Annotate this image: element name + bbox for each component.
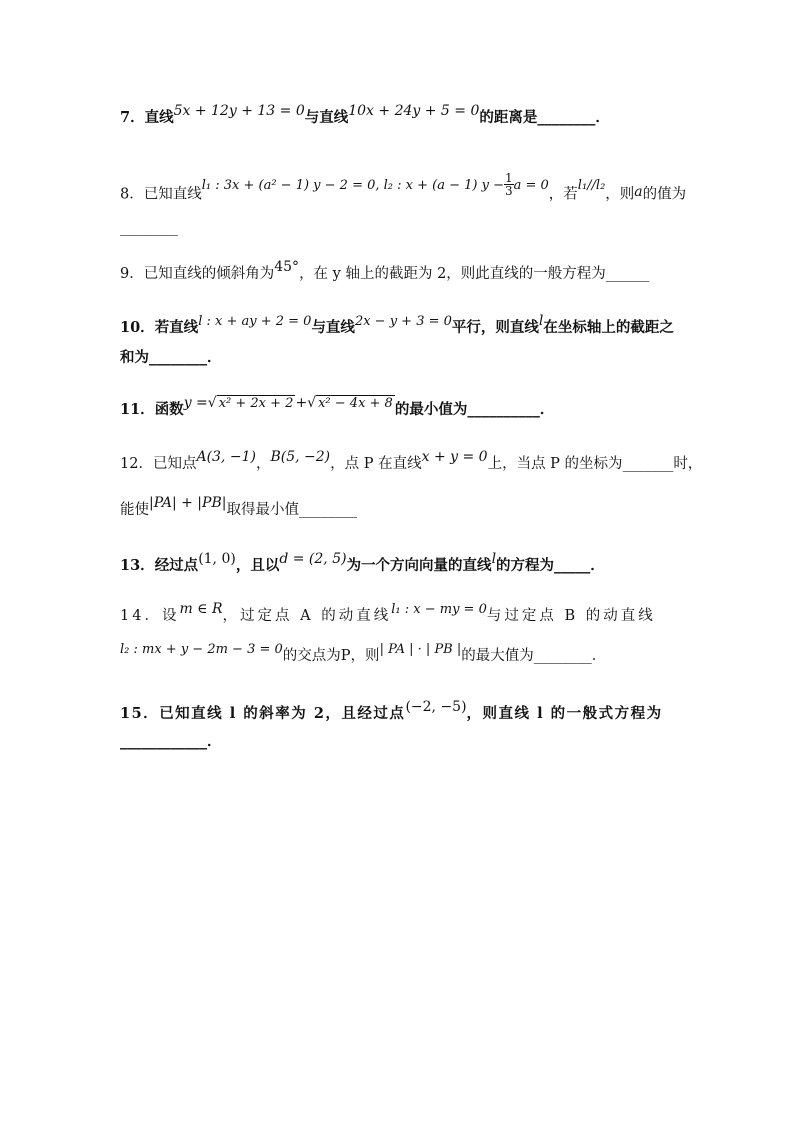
question-15-continued (120, 732, 680, 752)
question-text: ． (590, 557, 605, 574)
question-8 (120, 171, 687, 207)
question-12 (120, 449, 703, 474)
question-text: 已知直线 (143, 186, 202, 203)
question-text: ，过定点 A 的动直线 (222, 608, 392, 624)
answer-blank[interactable]: ________ (298, 502, 357, 518)
question-14 (120, 601, 680, 627)
question-number: 13． (120, 557, 155, 574)
math-operator: + (295, 395, 308, 411)
question-text: 的最小值为 (394, 401, 468, 418)
fraction-denominator: 3 (504, 184, 513, 198)
question-text: 经过点 (154, 557, 199, 574)
question-number: 14． (120, 608, 162, 624)
question-15 (120, 699, 680, 724)
math-expression: 2x − y + 3 = 0 (354, 314, 452, 329)
question-number: 11． (120, 401, 155, 418)
math-expression: a = 0 (513, 177, 549, 193)
question-number: 12． (120, 456, 153, 472)
radicand: x² − 4x + 8 (318, 396, 393, 411)
question-text: 函数 (154, 401, 184, 418)
fraction (504, 172, 514, 197)
question-text: 的距离是 (479, 109, 538, 126)
question-text: 已知直线的倾斜角为 (143, 266, 275, 282)
question-text: ， (255, 456, 271, 472)
question-10-continued (120, 348, 680, 368)
math-variable: l (491, 551, 497, 567)
question-text: 时， (673, 456, 703, 472)
math-expression: m ∈ R (179, 601, 223, 617)
answer-blank[interactable]: __________ (467, 401, 540, 418)
answer-blank[interactable]: _____ (554, 557, 591, 574)
question-text: 的最大值为 (461, 648, 534, 664)
math-expression: l₂ : mx + y − 2m − 3 = 0 (120, 642, 283, 657)
answer-blank[interactable]: ________ (533, 648, 592, 664)
question-text: 能使 (120, 502, 149, 518)
question-text: 为一个方向向量的直线 (346, 557, 492, 574)
question-text: 的值为 (642, 186, 687, 203)
question-text: 与直线 (304, 109, 349, 126)
question-13 (120, 551, 680, 576)
math-expression: l₁//l₂ (577, 177, 606, 193)
direction-vector: d = (2, 5) (279, 551, 347, 567)
math-expression: l₁ : 3x + (a² − 1) y − 2 = 0, l₂ : x + (a − 1) y − (201, 177, 504, 193)
math-variable: a (634, 183, 643, 200)
question-8-blank-line (120, 218, 680, 238)
math-expression: (−2, −5) (405, 699, 467, 715)
question-text: ． (207, 349, 222, 366)
question-11 (120, 395, 680, 421)
question-number: 15． (120, 705, 160, 722)
point-a: A(3, −1) (196, 449, 256, 465)
math-expression: (1, 0) (198, 551, 236, 567)
fraction-numerator: 1 (504, 171, 513, 185)
question-text: 直线 (144, 109, 174, 126)
sqrt-symbol: √ (307, 395, 317, 411)
question-text: ，点 P 在直线 (330, 456, 422, 472)
math-expression: 45° (274, 259, 300, 275)
answer-blank[interactable]: ______ (605, 266, 650, 282)
question-text: ，若 (548, 186, 578, 203)
question-text: 已知直线 l 的斜率为 2，且经过点 (159, 705, 406, 722)
answer-blank[interactable]: ________ (120, 220, 178, 236)
question-text: ，则 (605, 186, 635, 203)
question-7 (120, 103, 680, 128)
question-number: 8． (120, 186, 144, 203)
math-expression: l₁ : x − my = 0 (391, 602, 487, 617)
question-text: ，则直线 l 的一般式方程为 (466, 705, 663, 722)
math-expression: x + y = 0 (421, 449, 488, 465)
question-text: 和为 (120, 349, 149, 366)
math-expression: | PA | · | PB | (379, 642, 462, 657)
answer-blank[interactable]: ________ (149, 349, 207, 366)
question-text: ． (539, 401, 555, 418)
question-text: 若直线 (154, 319, 199, 336)
question-14-continued (120, 642, 680, 667)
question-text: 与直线 (311, 319, 355, 336)
question-text: 平行，则直线 (451, 319, 539, 336)
radicand: x² + 2x + 2 (218, 396, 294, 411)
answer-blank[interactable]: ________ (537, 109, 596, 126)
question-text: ，且以 (235, 557, 280, 574)
question-text: 的方程为 (496, 557, 555, 574)
question-text: ，在 y 轴上的截距为 2，则此直线的一般方程为 (299, 266, 606, 282)
question-text: 上，当点 P 的坐标为 (487, 456, 623, 472)
question-text: ． (591, 648, 607, 664)
question-text: 设 (161, 608, 180, 624)
math-expression: 10x + 24y + 5 = 0 (348, 103, 480, 119)
question-number: 7． (120, 109, 145, 126)
math-expression: y = (183, 395, 208, 411)
question-text: 的交点为P，则 (282, 648, 380, 664)
question-text: 已知点 (152, 456, 197, 472)
question-number: 10． (120, 319, 155, 336)
answer-blank[interactable]: ____________ (120, 733, 207, 750)
question-12-continued (120, 495, 680, 520)
math-expression: l : x + ay + 2 = 0 (198, 314, 312, 329)
math-variable: l (538, 313, 544, 329)
math-expression: 5x + 12y + 13 = 0 (173, 103, 305, 119)
point-b: B(5, −2) (270, 449, 331, 465)
question-9 (120, 259, 680, 284)
answer-blank[interactable]: _______ (622, 456, 674, 472)
question-text: ． (595, 109, 610, 126)
question-text: 与过定点 B 的动直线 (486, 608, 656, 624)
math-expression: |PA| + |PB| (149, 495, 227, 511)
question-text: 在坐标轴上的截距之 (543, 319, 674, 336)
question-10 (120, 313, 680, 339)
question-text: 取得最小值 (226, 502, 299, 518)
sqrt-symbol: √ (207, 395, 217, 411)
question-number: 9． (120, 266, 144, 282)
question-text: ． (207, 733, 222, 750)
